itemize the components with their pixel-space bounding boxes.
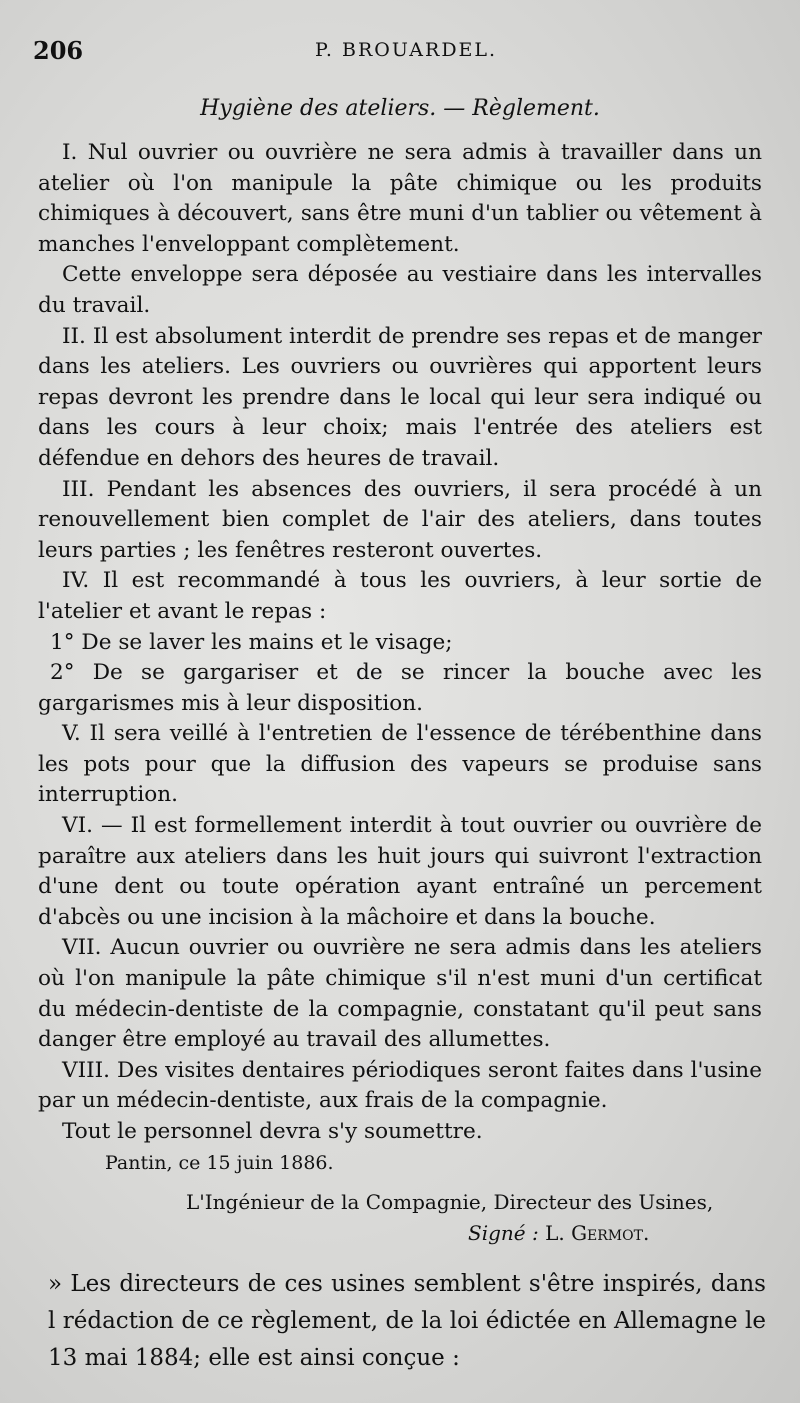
article-6: VI. — Il est formellement interdit à tout ouvrier ou ouvrière de paraître aux ateliers dans les huit jours qui suivront l'extraction d'une dent ou toute opération ayant entraîné un percement d'abcès ou une incision à la mâchoire et dans la bouche. [38, 813, 762, 930]
section-title: Hygiène des ateliers. — Règlement. [200, 96, 600, 121]
signed-name: L. Germot. [545, 1221, 650, 1245]
signature-line [468, 1221, 800, 1245]
article-7: VII. Aucun ouvrier ou ouvrière ne sera admis dans les ateliers où l'on manipule la pâte chimique s'il n'est muni d'un certificat du médecin-dentiste de la compagnie, constatant qu'il peut sans danger être employé au travail des allumettes. [38, 935, 762, 1053]
article-8: VIII. Des visites dentaires périodiques seront faites dans l'usine par un médecin-dentiste, aux frais de la compagnie. [38, 1057, 762, 1114]
page-header [33, 36, 760, 66]
page-number: 206 [33, 36, 84, 65]
signatory-line: L'Ingénieur de la Compagnie, Directeur des Usines, [186, 1190, 714, 1214]
signed-label: Signé : [468, 1221, 539, 1245]
article-4: IV. Il est recommandé à tous les ouvriers, à leur sortie de l'atelier et avant le repas : [38, 568, 762, 624]
regulation-body [38, 138, 762, 1148]
article-4-item-2: 2° De se gargariser et de se rincer la bouche avec les gargarismes mis à leur disposition. [38, 660, 762, 716]
article-8-note: Tout le personnel devra s'y soumettre. [62, 1119, 483, 1144]
article-1-note: Cette enveloppe sera déposée au vestiaire dans les intervalles du travail. [38, 262, 762, 318]
article-1: I. Nul ouvrier ou ouvrière ne sera admis à travailler dans un atelier où l'on manipule la pâte chimique ou les produits chimiques à découvert, sans être muni d'un tablier ou vêtement à manches l'enveloppant complètement. [38, 140, 762, 257]
place-date: Pantin, ce 15 juin 1886. [105, 1152, 334, 1174]
article-4-item-1: 1° De se laver les mains et le visage; [50, 629, 453, 655]
final-paragraph: » Les directeurs de ces usines semblent s'être inspirés, dans l rédaction de ce règlement, de la loi édictée en Allemagne le 13 mai 1884; elle est ainsi conçue : [48, 1271, 766, 1371]
article-3: III. Pendant les absences des ouvriers, il sera procédé à un renouvellement bien complet de l'air des ateliers, dans toutes leurs parties ; les fenêtres resteront ouvertes. [38, 476, 762, 563]
article-5: V. Il sera veillé à l'entretien de l'essence de térébenthine dans les pots pour que la diffusion des vapeurs se produise sans interruption. [38, 721, 762, 808]
article-2: II. Il est absolument interdit de prendre ses repas et de manger dans les ateliers. Les ouvriers ou ouvrières qui apportent leurs repas devront les prendre dans le local qui leur sera indiqué ou dans les cours à leur choix; mais l'entrée des ateliers est défendue en dehors des heures de travail. [38, 323, 762, 471]
running-head: P. BROUARDEL. [315, 39, 498, 61]
